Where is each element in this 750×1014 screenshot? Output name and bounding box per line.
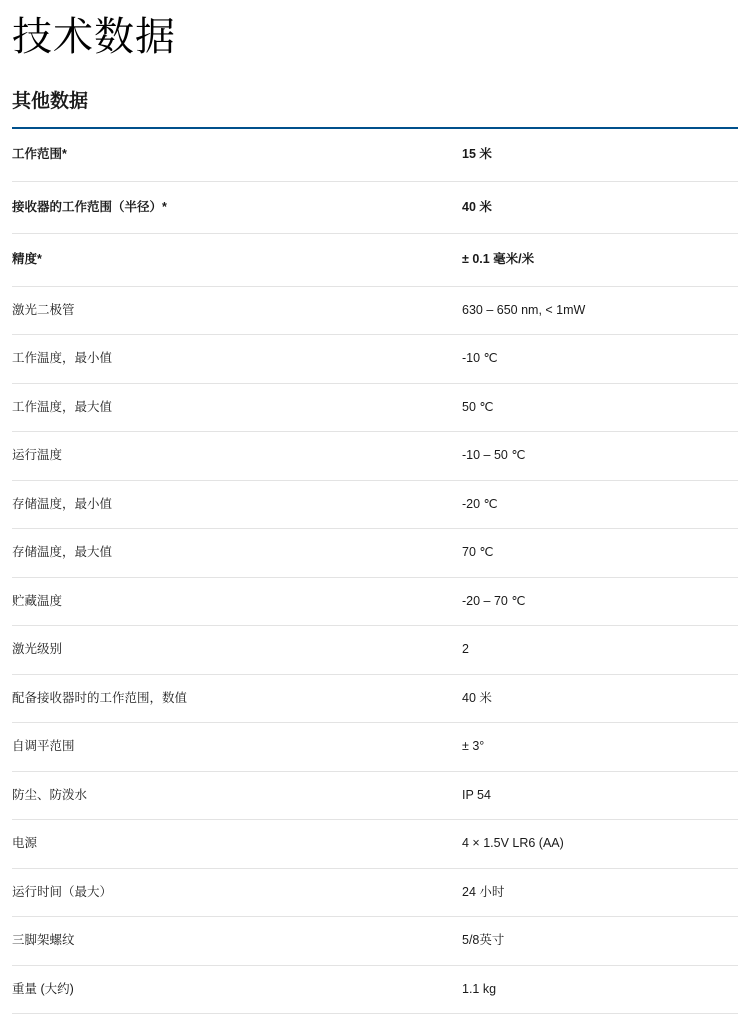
spec-value: -20 ℃ [462,496,498,511]
spec-value: 50 ℃ [462,399,494,414]
spec-value: 5/8英寸 [462,933,505,947]
table-row [12,128,738,181]
table-row [12,771,738,820]
spec-value: 24 小时 [462,884,505,899]
spec-label: 存储温度，最小值 [12,496,113,511]
spec-value: -10 ℃ [462,351,498,365]
spec-label: 运行时间（最大） [12,884,113,899]
spec-value: 70 ℃ [462,545,494,559]
spec-value: 630 – 650 nm, < 1mW [462,302,586,317]
spec-value: 2 [462,642,469,656]
spec-label: 三脚架螺纹 [12,933,75,947]
spec-label: 工作范围* [12,147,67,161]
table-row [12,626,738,675]
table-row [12,723,738,772]
spec-value: 40 米 [462,199,492,214]
spec-label: 运行温度 [12,448,63,462]
spec-label: 激光级别 [12,642,63,656]
spec-label: 重量 (大约) [12,981,74,996]
spec-label: 配备接收器时的工作范围，数值 [12,690,188,705]
page-title: 技术数据 [12,15,176,59]
spec-label: 电源 [12,836,38,850]
spec-label: 自调平范围 [12,739,75,753]
table-row [12,529,738,578]
table-row [12,480,738,529]
spec-value: 4 × 1.5V LR6 (AA) [462,836,564,850]
table-row [12,965,738,1014]
spec-label: 防尘、防泼水 [12,787,88,802]
table-row [12,432,738,481]
table-row [12,383,738,432]
spec-label: 工作温度，最小值 [12,351,113,365]
spec-label: 精度* [12,252,42,266]
table-row [12,674,738,723]
spec-label: 激光二极管 [12,302,75,317]
spec-label: 接收器的工作范围（半径）* [12,199,167,214]
table-row [12,286,738,335]
table-row [12,868,738,917]
spec-value: ± 0.1 毫米/米 [462,252,535,266]
spec-value: ± 3° [462,739,485,753]
spec-value: 1.1 kg [462,981,497,996]
spec-value: -20 – 70 ℃ [462,593,526,608]
spec-value: 15 米 [462,147,492,161]
table-row [12,234,738,287]
table-row [12,820,738,869]
technical-data-page [0,12,750,1014]
spec-value: 40 米 [462,690,492,705]
specifications-table [12,127,738,1014]
spec-label: 贮藏温度 [12,593,63,608]
spec-value: IP 54 [462,787,491,802]
specifications-table-body [12,128,738,1014]
table-row [12,335,738,384]
spec-label: 工作温度，最大值 [12,399,113,414]
spec-label: 存储温度，最大值 [12,545,113,559]
section-title: 其他数据 [12,91,89,112]
spec-value: -10 – 50 ℃ [462,448,526,462]
table-row [12,577,738,626]
table-row [12,181,738,234]
